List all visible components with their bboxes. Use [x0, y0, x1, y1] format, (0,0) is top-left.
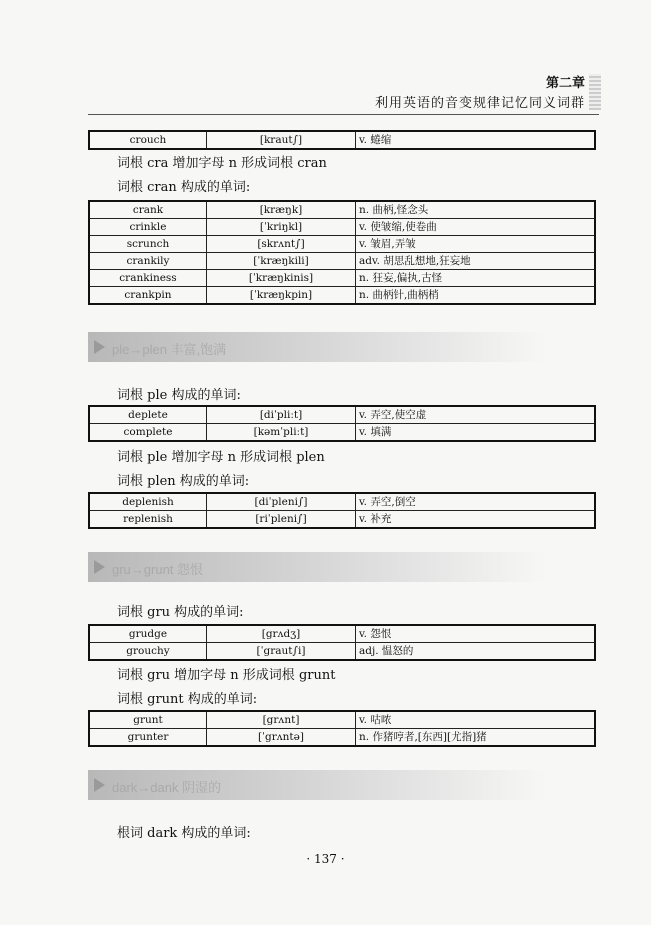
table-row	[89, 131, 595, 149]
phonetic-cell: [skrʌnt∫]	[207, 236, 356, 253]
word-cell: crankpin	[89, 287, 207, 305]
vocab-table-grunt	[88, 710, 596, 747]
text-line: 词根 gru 增加字母 n 形成词根 grunt	[117, 668, 336, 683]
word-cell: deplenish	[89, 493, 207, 511]
banner-title: ple→plen 丰富,饱满	[112, 342, 227, 357]
meaning-cell: n. 狂妄,偏执,古怪	[356, 270, 596, 287]
meaning-cell: v. 弄空,使空虚	[356, 406, 596, 424]
section-banner-dark	[88, 770, 546, 800]
phonetic-cell: [grʌnt]	[207, 711, 356, 729]
text-line: 词根 ple 构成的单词:	[117, 388, 241, 403]
meaning-cell: v. 填满	[356, 424, 596, 442]
table-row	[89, 287, 595, 305]
banner-title: dark→dank 阴湿的	[112, 780, 222, 795]
vocab-table-plen	[88, 492, 596, 529]
banner-title: gru→grunt 怨恨	[112, 562, 204, 577]
meaning-cell: v. 弄空,倒空	[356, 493, 596, 511]
table-row	[89, 219, 595, 236]
table-row	[89, 424, 595, 442]
word-cell: scrunch	[89, 236, 207, 253]
vocab-table-gru	[88, 624, 596, 661]
header-rule	[88, 114, 599, 115]
meaning-cell: adv. 胡思乱想地,狂妄地	[356, 253, 596, 270]
phonetic-cell: [diˈpleni∫]	[207, 493, 356, 511]
table-row	[89, 236, 595, 253]
meaning-cell: v. 使皱缩,使卷曲	[356, 219, 596, 236]
side-tab-decoration	[589, 74, 601, 110]
phonetic-cell: [riˈpleni∫]	[207, 511, 356, 529]
phonetic-cell: [ˈgraut∫i]	[207, 643, 356, 661]
vocab-table-cran	[88, 200, 596, 305]
word-cell: grudge	[89, 625, 207, 643]
word-cell: grunt	[89, 711, 207, 729]
meaning-cell: n. 曲柄针,曲柄梢	[356, 287, 596, 305]
table-row	[89, 270, 595, 287]
meaning-cell: v. 怨恨	[356, 625, 596, 643]
phonetic-cell: [ˈgrʌntə]	[207, 729, 356, 747]
table-row	[89, 643, 595, 661]
meaning-cell: v. 皱眉,弄皱	[356, 236, 596, 253]
phonetic-cell: [kəmˈpliːt]	[207, 424, 356, 442]
meaning-cell: v. 补充	[356, 511, 596, 529]
text-line: 词根 cra 增加字母 n 形成词根 cran	[117, 156, 327, 171]
phonetic-cell: [ˈkræŋkili]	[207, 253, 356, 270]
section-banner-gru	[88, 552, 546, 582]
table-row	[89, 511, 595, 529]
phonetic-cell: [kraut∫]	[207, 131, 356, 149]
word-cell: crankiness	[89, 270, 207, 287]
chapter-subtitle: 利用英语的音变规律记忆同义词群	[374, 96, 585, 111]
table-row	[89, 253, 595, 270]
phonetic-cell: [ˈkræŋkpin]	[207, 287, 356, 305]
text-line: 词根 ple 增加字母 n 形成词根 plen	[117, 450, 325, 465]
word-cell: crouch	[89, 131, 207, 149]
text-line: 词根 cran 构成的单词:	[117, 180, 251, 195]
vocab-table-crouch	[88, 130, 596, 150]
table-row	[89, 711, 595, 729]
triangle-icon	[94, 778, 105, 792]
word-cell: replenish	[89, 511, 207, 529]
table-row	[89, 406, 595, 424]
word-cell: grouchy	[89, 643, 207, 661]
text-line: 词根 gru 构成的单词:	[117, 605, 244, 620]
phonetic-cell: [kræŋk]	[207, 201, 356, 219]
vocab-table-ple	[88, 405, 596, 442]
page-number: · 137 ·	[306, 852, 345, 866]
meaning-cell: n. 作猪哼者,[东西][尤指]猪	[356, 729, 596, 747]
triangle-icon	[94, 560, 105, 574]
word-cell: grunter	[89, 729, 207, 747]
table-row	[89, 201, 595, 219]
table-row	[89, 625, 595, 643]
meaning-cell: v. 蜷缩	[356, 131, 596, 149]
meaning-cell: adj. 愠怒的	[356, 643, 596, 661]
triangle-icon	[94, 340, 105, 354]
word-cell: complete	[89, 424, 207, 442]
text-line: 词根 grunt 构成的单词:	[117, 692, 258, 707]
word-cell: crank	[89, 201, 207, 219]
phonetic-cell: [diˈpliːt]	[207, 406, 356, 424]
section-banner-ple	[88, 332, 546, 362]
word-cell: crinkle	[89, 219, 207, 236]
text-line: 词根 plen 构成的单词:	[117, 474, 250, 489]
phonetic-cell: [grʌdʒ]	[207, 625, 356, 643]
meaning-cell: v. 咕哝	[356, 711, 596, 729]
table-row	[89, 729, 595, 747]
meaning-cell: n. 曲柄,怪念头	[356, 201, 596, 219]
chapter-heading: 第二章	[545, 76, 585, 91]
table-row	[89, 493, 595, 511]
text-line: 根词 dark 构成的单词:	[117, 826, 251, 841]
phonetic-cell: [ˈkriŋkl]	[207, 219, 356, 236]
phonetic-cell: [ˈkræŋkinis]	[207, 270, 356, 287]
word-cell: deplete	[89, 406, 207, 424]
word-cell: crankily	[89, 253, 207, 270]
